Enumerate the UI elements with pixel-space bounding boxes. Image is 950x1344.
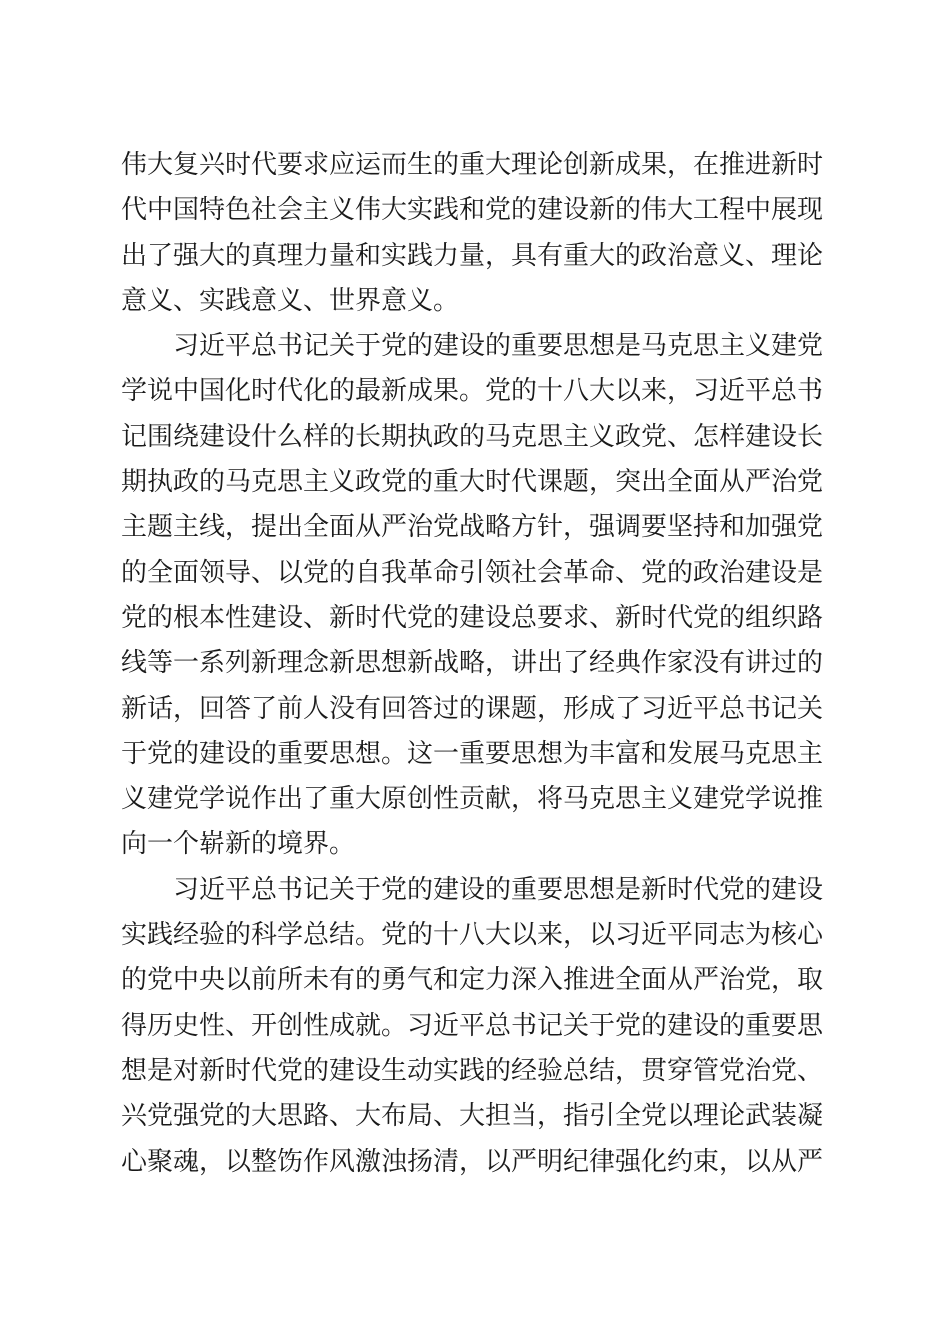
text-line: 心聚魂，以整饬作风激浊扬清，以严明纪律强化约束，以从严 [121,1146,824,1177]
text-line: 习近平总书记关于党的建设的重要思想是新时代党的建设 [121,874,824,905]
text-line: 实践经验的科学总结。党的十八大以来，以习近平同志为核心 [121,920,824,951]
text-line: 向一个崭新的境界。 [121,829,356,860]
text-line: 义建党学说作出了重大原创性贡献，将马克思主义建党学说推 [121,784,824,815]
text-line: 伟大复兴时代要求应运而生的重大理论创新成果，在推进新时 [121,150,824,180]
text-line: 新话，回答了前人没有回答过的课题，形成了习近平总书记关 [121,693,824,724]
text-line: 出了强大的真理力量和实践力量，具有重大的政治意义、理论 [121,240,824,271]
paragraph [121,143,823,324]
text-line: 期执政的马克思主义政党的重大时代课题，突出全面从严治党 [121,467,824,498]
paragraph [121,324,823,868]
text-line: 得历史性、开创性成就。习近平总书记关于党的建设的重要思 [121,1010,824,1041]
text-line: 想是对新时代党的建设生动实践的经验总结，贯穿管党治党、 [121,1055,824,1086]
text-line: 的全面领导、以党的自我革命引领社会革命、党的政治建设是 [121,557,824,588]
text-line: 学说中国化时代化的最新成果。党的十八大以来，习近平总书 [121,376,824,407]
text-line: 代中国特色社会主义伟大实践和党的建设新的伟大工程中展现 [121,195,824,226]
text-line: 主题主线，提出全面从严治党战略方针，强调要坚持和加强党 [121,512,824,543]
text-line: 线等一系列新理念新思想新战略，讲出了经典作家没有讲过的 [121,648,824,679]
body-text [121,143,823,1185]
text-line: 兴党强党的大思路、大布局、大担当，指引全党以理论武装凝 [121,1101,824,1132]
text-line: 意义、实践意义、世界意义。 [121,285,460,316]
text-line: 记围绕建设什么样的长期执政的马克思主义政党、怎样建设长 [121,421,824,452]
text-line: 习近平总书记关于党的建设的重要思想是马克思主义建党 [121,331,824,362]
text-line: 的党中央以前所未有的勇气和定力深入推进全面从严治党，取 [121,965,824,996]
text-line: 党的根本性建设、新时代党的建设总要求、新时代党的组织路 [121,602,824,633]
text-line: 于党的建设的重要思想。这一重要思想为丰富和发展马克思主 [121,738,824,769]
paragraph [121,868,823,1185]
